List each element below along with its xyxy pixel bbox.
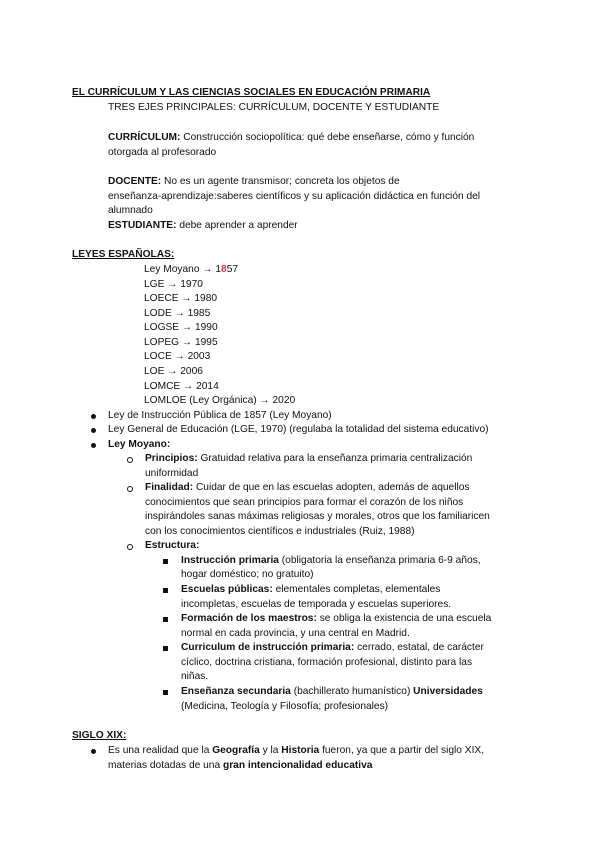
- bullet-icon: [91, 749, 96, 754]
- finalidad-item: [145, 481, 470, 496]
- subitem-text-line3: niñas.: [181, 671, 209, 682]
- moyano-highlight: 8: [221, 264, 227, 275]
- square-bullet-icon: [163, 646, 168, 651]
- curriculum-label: CURRÍCULUM:: [108, 132, 181, 143]
- siglo-text-part: y la: [259, 745, 282, 756]
- docente-definition: [108, 175, 400, 190]
- historia-term: Historia: [281, 745, 320, 756]
- siglo-text-part: fueron, ya que a partir del siglo XIX,: [319, 745, 485, 756]
- estructura-subitem: [181, 554, 481, 569]
- estructura-subitem: [181, 641, 484, 656]
- estructura-subitem: [181, 685, 483, 700]
- law-item: LOPEG → 1995: [144, 337, 218, 348]
- finalidad-text-line4: con los conocimientos científicos e industriales (Ruiz, 1988): [145, 526, 415, 537]
- principios-text: Gratuidad relativa para la enseñanza primaria centralización: [197, 453, 473, 464]
- estudiante-label: ESTUDIANTE:: [108, 220, 177, 231]
- law-item: LOMLOE (Ley Orgánica) → 2020: [144, 395, 296, 406]
- subitem-text: cerrado, estatal, de carácter: [354, 642, 484, 653]
- subitem-text-line2: normal en cada provincia, y una central en Madrid.: [181, 628, 410, 639]
- subitem-text: (obligatoria la enseñanza primaria 6-9 años,: [278, 555, 481, 566]
- subitem-label: Enseñanza secundaria: [181, 686, 291, 697]
- circle-bullet-icon: [127, 457, 133, 463]
- curriculum-text: Construcción sociopolítica: qué debe enseñarse, cómo y función: [180, 132, 475, 143]
- subitem-label: Instrucción primaria: [181, 555, 279, 566]
- law-item: LODE → 1985: [144, 308, 211, 319]
- list-item: Ley General de Educación (LGE, 1970) (regulaba la totalidad del sistema educativo): [108, 424, 489, 435]
- law-item: LGE → 1970: [144, 279, 203, 290]
- square-bullet-icon: [163, 690, 168, 695]
- siglo-text-part: materias dotadas de una: [108, 760, 223, 771]
- law-item: LOGSE → 1990: [144, 322, 218, 333]
- docente-label: DOCENTE:: [108, 176, 162, 187]
- list-item: Ley de Instrucción Pública de 1857 (Ley Moyano): [108, 410, 332, 421]
- finalidad-text: Cuidar de que en las escuelas adopten, además de aquellos: [193, 482, 470, 493]
- docente-text-line3: alumnado: [108, 205, 153, 216]
- square-bullet-icon: [163, 559, 168, 564]
- bullet-icon: [91, 443, 96, 448]
- subitem-text: se obliga la existencia de una escuela: [316, 613, 492, 624]
- principios-label: Principios:: [145, 453, 198, 464]
- subitem-label: Curriculum de instrucción primaria:: [181, 642, 355, 653]
- moyano-prefix: Ley Moyano → 1: [144, 264, 222, 275]
- principios-item: [145, 452, 472, 467]
- subitem-label: Formación de los maestros:: [181, 613, 317, 624]
- intencionalidad-term: gran intencionalidad educativa: [222, 760, 373, 771]
- subitem-text-line2: (Medicina, Teología y Filosofía; profesionales): [181, 701, 389, 712]
- siglo-text-part: Es una realidad que la: [108, 745, 213, 756]
- estructura-subitem: [181, 583, 440, 598]
- moyano-suffix: 57: [226, 264, 239, 275]
- subitem-label: Escuelas públicas:: [181, 584, 273, 595]
- principios-text-line2: uniformidad: [145, 468, 199, 479]
- siglo-heading: SIGLO XIX:: [72, 730, 127, 741]
- geografia-term: Geografía: [212, 745, 260, 756]
- subitem-label-2: Universidades: [413, 686, 483, 697]
- subitem-text: (bachillerato humanístico): [290, 686, 414, 697]
- document-title: EL CURRÍCULUM Y LAS CIENCIAS SOCIALES EN EDUCACIÓN PRIMARIA: [72, 87, 431, 98]
- bullet-icon: [91, 428, 96, 433]
- estudiante-text: debe aprender a aprender: [176, 220, 298, 231]
- law-item: LOECE → 1980: [144, 293, 218, 304]
- subitem-text-line2: incompletas, escuelas de temporada y escuelas superiores.: [181, 599, 452, 610]
- subitem-text: elementales completas, elementales: [272, 584, 441, 595]
- estructura-subitem: [181, 612, 491, 627]
- finalidad-text-line3: inspirándoles sanas máximas religiosas y morales, otros que los familiaricen: [145, 511, 490, 522]
- law-item: LOE → 2006: [144, 366, 203, 377]
- docente-text-line2: enseñanza-aprendizaje:saberes científicos y su aplicación didáctica en función del: [108, 191, 481, 202]
- siglo-text-line2: [108, 759, 372, 774]
- curriculum-text-line2: otorgada al profesorado: [108, 147, 217, 158]
- curriculum-definition: [108, 131, 474, 146]
- finalidad-label: Finalidad:: [145, 482, 194, 493]
- subitem-text-line2: hogar doméstico; no gratuito): [181, 569, 314, 580]
- list-item: [108, 438, 170, 453]
- estructura-item: [145, 539, 199, 554]
- law-item: LOMCE → 2014: [144, 381, 219, 392]
- subitem-text-line2: cíclico, doctrina cristiana, formación profesional, distinto para las: [181, 657, 473, 668]
- leyes-heading: LEYES ESPAÑOLAS:: [72, 249, 175, 260]
- square-bullet-icon: [163, 617, 168, 622]
- finalidad-text-line2: conocimientos que sean principios para formar el corazón de los niños: [145, 497, 464, 508]
- estructura-label: Estructura:: [145, 540, 200, 551]
- square-bullet-icon: [163, 588, 168, 593]
- estudiante-definition: [108, 219, 298, 234]
- bullet-icon: [91, 414, 96, 419]
- docente-text: No es un agente transmisor; concreta los objetos de: [161, 176, 400, 187]
- siglo-text: [108, 744, 484, 759]
- subtitle: TRES EJES PRINCIPALES: CURRÍCULUM, DOCENTE Y ESTUDIANTE: [108, 102, 440, 113]
- circle-bullet-icon: [127, 544, 133, 550]
- ley-moyano-label: Ley Moyano:: [108, 439, 171, 450]
- circle-bullet-icon: [127, 486, 133, 492]
- law-item: [144, 263, 238, 278]
- law-item: LOCE → 2003: [144, 351, 211, 362]
